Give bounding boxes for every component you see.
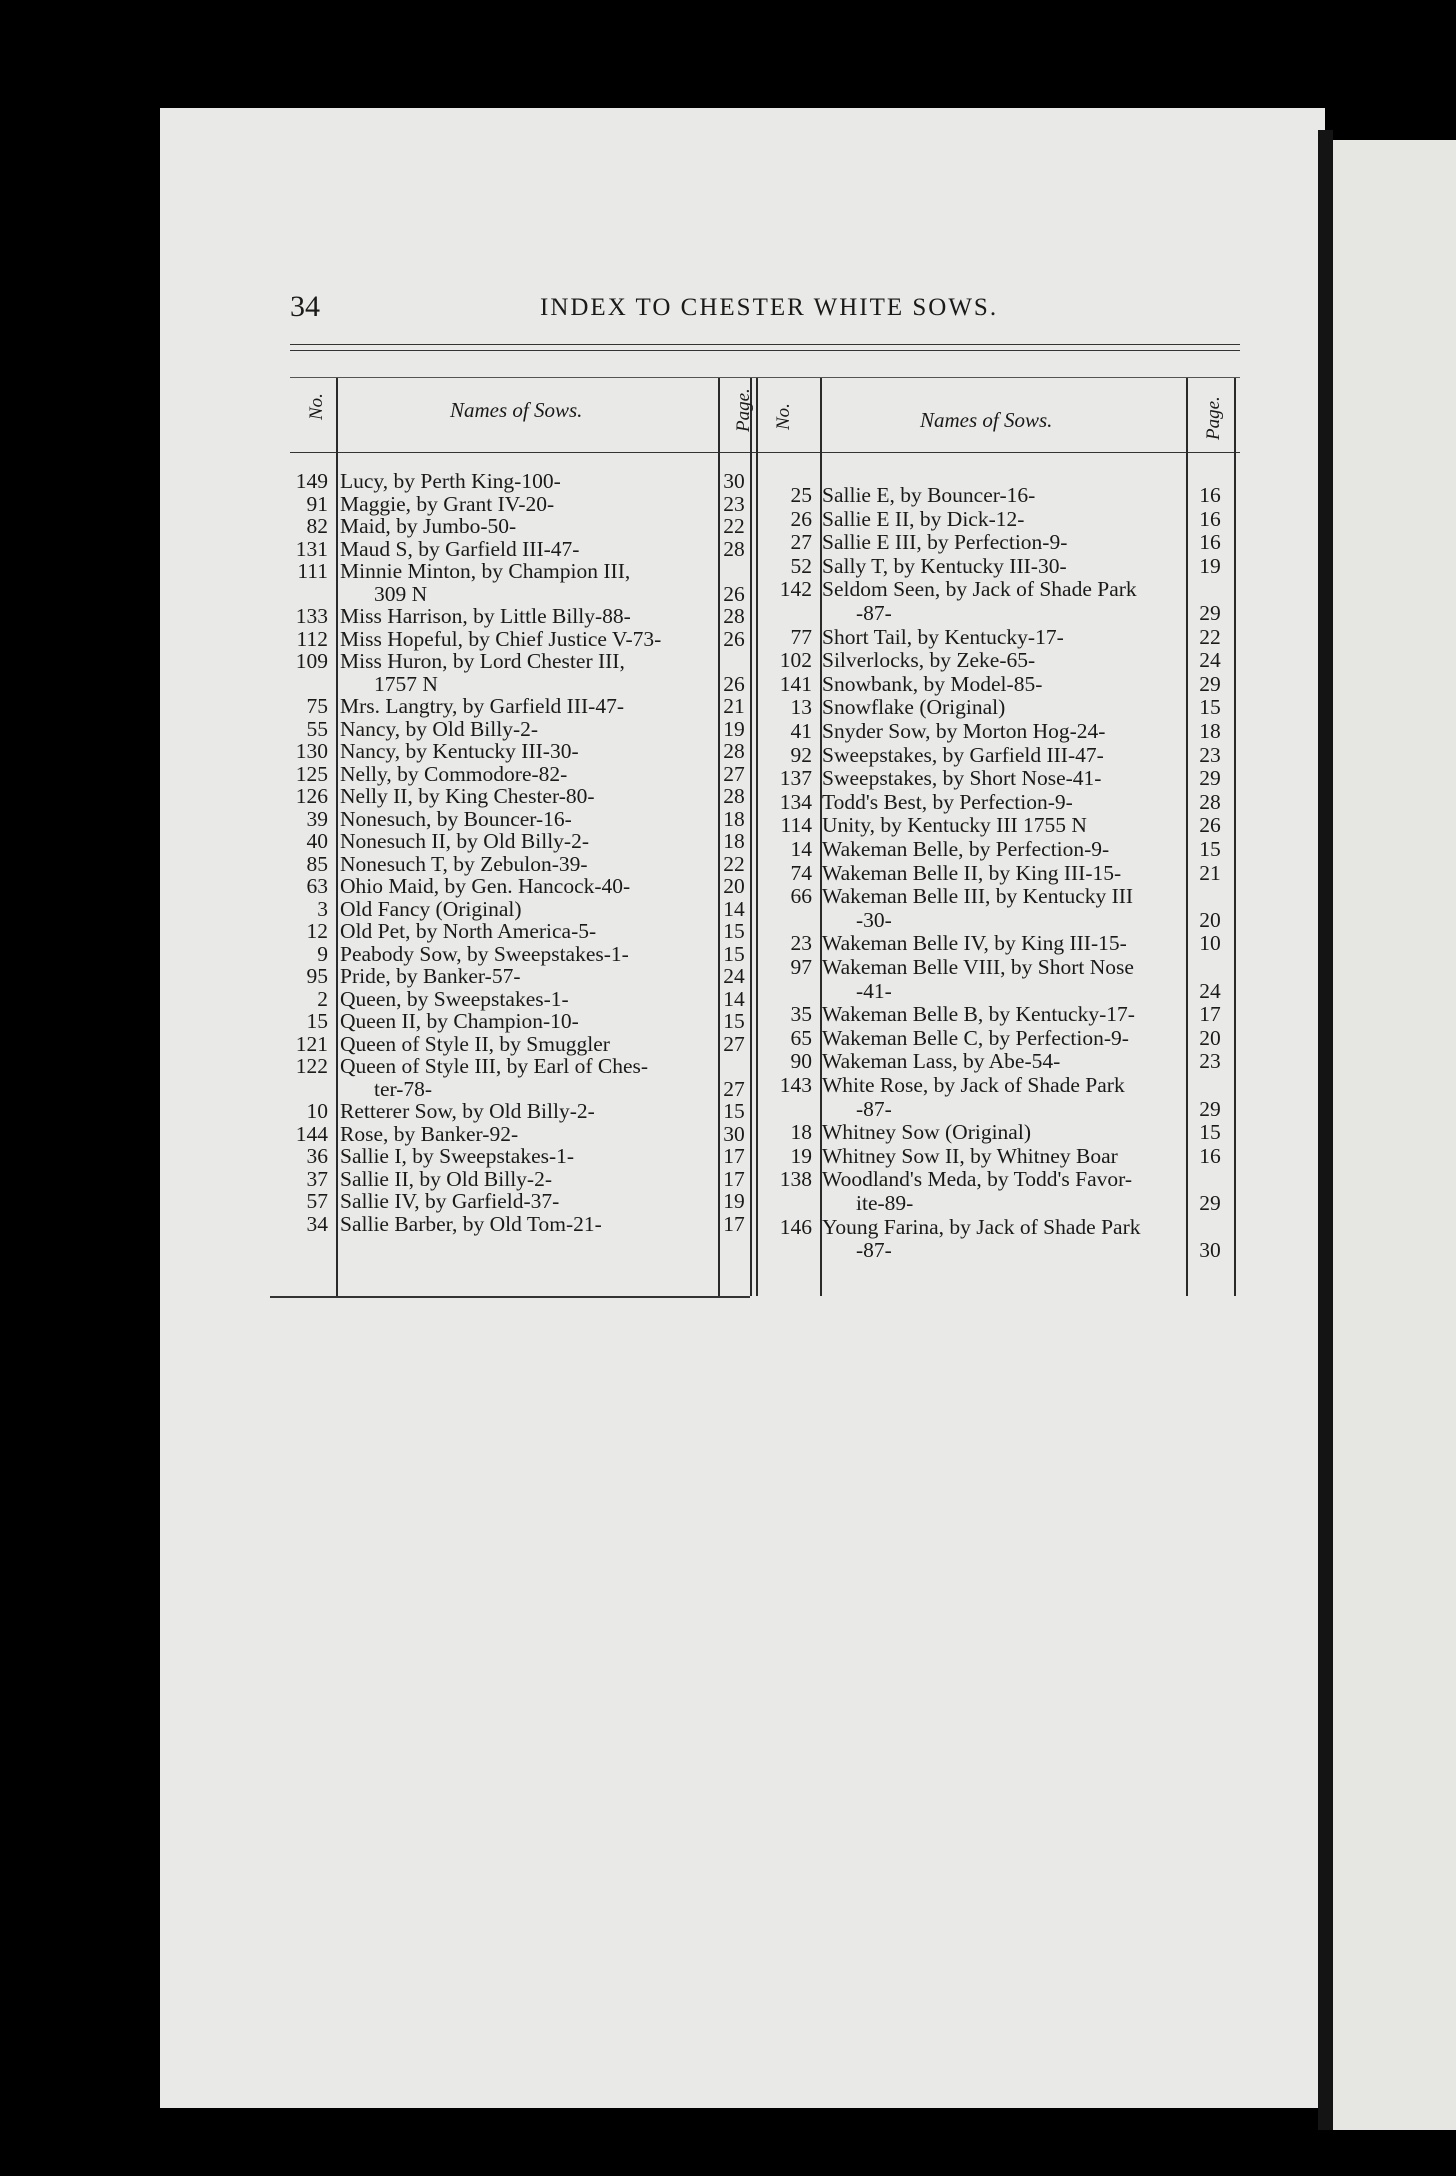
header-rule-bottom	[290, 452, 1240, 453]
entry-name: Silverlocks, by Zeke-65-	[822, 648, 1036, 673]
entry-page: 26	[723, 671, 745, 696]
entry-number: 90	[790, 1049, 812, 1074]
entry-number: 52	[790, 553, 812, 578]
entry-name: Nancy, by Old Billy-2-	[340, 716, 539, 741]
entry-name: Sallie E III, by Perfection-9-	[822, 530, 1068, 555]
entry-number: 144	[295, 1121, 328, 1146]
entry-page: 15	[1199, 1120, 1221, 1145]
entry-number: 122	[295, 1054, 328, 1078]
entry-name: Nonesuch T, by Zebulon-39-	[340, 851, 588, 876]
entry-number: 26	[790, 506, 812, 531]
entry-name: Sallie II, by Old Billy-2-	[340, 1166, 552, 1191]
entry-number: 10	[306, 1099, 328, 1123]
entry-number: 134	[779, 789, 812, 814]
entry-number: 102	[779, 648, 812, 673]
entry-name: Maid, by Jumbo-50-	[340, 514, 517, 538]
entry-page: 23	[723, 491, 745, 516]
entry-page: 28	[723, 536, 745, 561]
header-names-right: Names of Sows.	[920, 408, 1053, 432]
entry-number: 125	[295, 761, 328, 786]
entry-name: Sallie I, by Sweepstakes-1-	[340, 1144, 575, 1168]
entry-number: 65	[790, 1025, 812, 1050]
entry-name: Queen II, by Champion-10-	[340, 1009, 579, 1033]
entry-page: 15	[1199, 695, 1221, 720]
entry-number: 36	[306, 1144, 328, 1168]
entry-page: 27	[723, 1031, 745, 1056]
entry-number: 142	[779, 577, 812, 602]
entry-name: Young Farina, by Jack of Shade Park	[822, 1214, 1141, 1239]
entry-page: 18	[723, 806, 745, 831]
entry-name: Wakeman Belle C, by Perfection-9-	[822, 1025, 1129, 1050]
entry-name: Lucy, by Perth King-100-	[340, 469, 561, 493]
header-names-left: Names of Sows.	[450, 398, 583, 422]
header-rule-top	[290, 344, 1240, 345]
entry-page: 26	[723, 581, 745, 606]
entry-number: 35	[790, 1002, 812, 1027]
entry-name: Miss Harrison, by Little Billy-88-	[340, 604, 631, 628]
entry-name: Old Fancy (Original)	[340, 896, 522, 921]
entry-number: 14	[790, 837, 812, 861]
entry-name-continued: ter-78-	[374, 1076, 433, 1101]
entry-number: 97	[790, 955, 812, 979]
column-divider-right-page-end	[1234, 378, 1236, 1296]
entry-page: 18	[1199, 719, 1221, 743]
entry-number: 130	[295, 739, 328, 763]
entry-page: 19	[723, 716, 745, 741]
entry-number: 57	[306, 1189, 328, 1213]
entry-page: 28	[723, 739, 745, 763]
entry-name: Miss Hopeful, by Chief Justice V-73-	[340, 626, 662, 651]
entry-number: 126	[295, 784, 328, 808]
column-divider-center	[756, 378, 758, 1296]
entry-name: Ohio Maid, by Gen. Hancock-40-	[340, 874, 631, 898]
header-page-left: Page.	[733, 388, 754, 432]
entry-name: Maud S, by Garfield III-47-	[340, 536, 580, 561]
entry-number: 85	[306, 851, 328, 876]
entry-page: 26	[723, 626, 745, 651]
entry-number: 131	[295, 536, 328, 561]
entry-page: 28	[723, 784, 745, 808]
entry-name: Wakeman Belle B, by Kentucky-17-	[822, 1002, 1135, 1027]
entry-number: 112	[296, 626, 328, 651]
entry-number: 23	[790, 931, 812, 956]
header-page-right: Page.	[1203, 396, 1224, 440]
entry-page: 16	[1199, 483, 1221, 507]
entry-name: Sweepstakes, by Garfield III-47-	[822, 742, 1104, 767]
entry-name-continued: -87-	[856, 1238, 892, 1263]
page-title: INDEX TO CHESTER WHITE SOWS.	[540, 294, 999, 321]
entry-page: 16	[1199, 506, 1221, 531]
entry-name: Short Tail, by Kentucky-17-	[822, 624, 1064, 649]
entry-name-continued: 309 N	[374, 581, 428, 606]
page-number: 34	[290, 290, 320, 323]
entry-page: 21	[723, 694, 745, 718]
entry-page: 14	[723, 896, 745, 921]
entry-name: Queen of Style III, by Earl of Ches-	[340, 1054, 649, 1078]
entry-name: Pride, by Banker-57-	[340, 964, 521, 988]
entry-name: Wakeman Belle, by Perfection-9-	[822, 837, 1110, 861]
entry-number: 9	[317, 941, 328, 966]
page-gutter	[1318, 130, 1333, 2130]
entry-name-continued: 1757 N	[374, 671, 438, 696]
entry-number: 18	[790, 1120, 812, 1145]
entry-page: 28	[1199, 789, 1221, 814]
entry-name: Wakeman Lass, by Abe-54-	[822, 1049, 1061, 1074]
entry-page: 22	[723, 514, 745, 538]
table-bottom-rule	[270, 1296, 750, 1298]
entry-name-continued: -87-	[856, 1096, 892, 1121]
entry-page: 15	[723, 1099, 745, 1123]
entry-name: Whitney Sow (Original)	[822, 1120, 1031, 1145]
entry-page: 20	[1199, 1025, 1221, 1050]
entry-name: Mrs. Langtry, by Garfield III-47-	[340, 694, 624, 718]
entry-number: 146	[779, 1214, 812, 1239]
entry-page: 19	[1199, 553, 1221, 578]
header-rule-top-2	[290, 350, 1240, 351]
header-no-right: No.	[773, 403, 794, 430]
page-header	[290, 290, 1170, 334]
entry-name: Seldom Seen, by Jack of Shade Park	[822, 577, 1137, 602]
entry-number: 91	[306, 491, 328, 516]
entry-name: Snowbank, by Model-85-	[822, 671, 1043, 696]
entry-page: 29	[1199, 766, 1221, 791]
entry-number: 137	[779, 766, 812, 791]
entry-name: Snowflake (Original)	[822, 695, 1006, 720]
entry-number: 121	[295, 1031, 328, 1056]
entry-page: 21	[1199, 860, 1221, 885]
entry-number: 39	[306, 806, 328, 831]
entry-name-continued: ite-89-	[856, 1191, 914, 1215]
entry-name: Whitney Sow II, by Whitney Boar	[822, 1143, 1118, 1168]
entry-page: 22	[1199, 624, 1221, 649]
entry-name: Queen of Style II, by Smuggler	[340, 1031, 610, 1056]
entry-name: Wakeman Belle IV, by King III-15-	[822, 931, 1127, 956]
entry-page: 22	[723, 851, 745, 876]
entry-name: Maggie, by Grant IV-20-	[340, 491, 555, 516]
column-divider-left-no	[336, 378, 338, 1296]
entry-page: 26	[1199, 813, 1221, 838]
entry-page: 30	[723, 469, 745, 493]
entry-number: 149	[295, 469, 328, 493]
entry-name: Nancy, by Kentucky III-30-	[340, 739, 579, 763]
entry-name: Sallie E, by Bouncer-16-	[822, 483, 1036, 507]
entry-name: Todd's Best, by Perfection-9-	[822, 789, 1073, 814]
entry-page: 19	[723, 1189, 745, 1213]
entry-name: Snyder Sow, by Morton Hog-24-	[822, 719, 1106, 743]
entry-name: Minnie Minton, by Champion III,	[340, 559, 631, 583]
entry-page: 14	[723, 986, 745, 1011]
entry-page: 30	[723, 1121, 745, 1146]
entry-page: 24	[1199, 648, 1221, 673]
entry-number: 2	[317, 986, 328, 1011]
entry-number: 63	[306, 874, 328, 898]
entry-name: Retterer Sow, by Old Billy-2-	[340, 1099, 595, 1123]
entry-name: Rose, by Banker-92-	[340, 1121, 519, 1146]
entry-page: 16	[1199, 530, 1221, 555]
entry-name: White Rose, by Jack of Shade Park	[822, 1073, 1125, 1097]
entry-page: 30	[1199, 1238, 1221, 1263]
entry-name: Sallie IV, by Garfield-37-	[340, 1189, 560, 1213]
entry-number: 41	[790, 719, 812, 743]
entry-page: 20	[1199, 907, 1221, 932]
entry-number: 25	[790, 483, 812, 507]
entry-number: 13	[790, 695, 812, 720]
entry-number: 77	[790, 624, 812, 649]
entry-page: 15	[723, 1009, 745, 1033]
entry-page: 15	[723, 941, 745, 966]
entry-name: Old Pet, by North America-5-	[340, 919, 597, 943]
entry-page: 27	[723, 761, 745, 786]
entry-number: 37	[306, 1166, 328, 1191]
entry-number: 109	[295, 649, 328, 673]
entry-page: 17	[1199, 1002, 1221, 1027]
entry-page: 23	[1199, 1049, 1221, 1074]
entry-page: 17	[723, 1166, 745, 1191]
entry-page: 24	[1199, 978, 1221, 1003]
entry-page: 10	[1199, 931, 1221, 956]
entry-page: 17	[723, 1144, 745, 1168]
entry-name: Nelly II, by King Chester-80-	[340, 784, 595, 808]
facing-page-edge	[1333, 140, 1456, 2130]
entry-name: Nonesuch II, by Old Billy-2-	[340, 829, 590, 853]
entry-number: 12	[306, 919, 328, 943]
entry-name-continued: -30-	[856, 907, 892, 932]
entry-name: Wakeman Belle II, by King III-15-	[822, 860, 1122, 885]
entry-number: 143	[779, 1073, 812, 1097]
entry-name-continued: -41-	[856, 978, 892, 1003]
entry-number: 15	[306, 1009, 328, 1033]
entry-name: Sally T, by Kentucky III-30-	[822, 553, 1067, 578]
header-no-left: No.	[306, 393, 327, 420]
entry-number: 3	[317, 896, 328, 921]
entry-number: 55	[306, 716, 328, 741]
entry-page: 15	[723, 919, 745, 943]
entry-number: 114	[780, 813, 812, 838]
entry-number: 138	[779, 1167, 812, 1192]
entry-number: 111	[297, 559, 328, 583]
entry-name: Sweepstakes, by Short Nose-41-	[822, 766, 1102, 791]
entry-page: 29	[1199, 1096, 1221, 1121]
entry-page: 28	[723, 604, 745, 628]
entry-page: 16	[1199, 1143, 1221, 1168]
entry-name: Wakeman Belle III, by Kentucky III	[822, 884, 1134, 909]
entry-name: Woodland's Meda, by Todd's Favor-	[822, 1167, 1133, 1192]
entry-name: Sallie Barber, by Old Tom-21-	[340, 1211, 602, 1236]
entry-page: 24	[723, 964, 745, 988]
entry-page: 27	[723, 1076, 745, 1101]
entry-page: 29	[1199, 671, 1221, 696]
entry-number: 133	[295, 604, 328, 628]
entry-page: 29	[1199, 601, 1221, 625]
entry-name: Peabody Sow, by Sweepstakes-1-	[340, 941, 629, 966]
entry-page: 23	[1199, 742, 1221, 767]
entry-name: Miss Huron, by Lord Chester III,	[340, 649, 625, 673]
entry-name: Nelly, by Commodore-82-	[340, 761, 568, 786]
entry-page: 15	[1199, 837, 1221, 861]
entry-number: 27	[790, 530, 812, 555]
entry-number: 95	[306, 964, 328, 988]
entry-name: Unity, by Kentucky III 1755 N	[822, 813, 1087, 838]
header-rule-top-3	[290, 377, 1240, 378]
entry-page: 18	[723, 829, 745, 853]
entry-number: 92	[790, 742, 812, 767]
entry-page: 17	[723, 1211, 745, 1236]
entry-number: 74	[790, 860, 812, 885]
entry-number: 75	[306, 694, 328, 718]
entry-number: 34	[306, 1211, 328, 1236]
entry-name: Wakeman Belle VIII, by Short Nose	[822, 955, 1134, 979]
entry-number: 141	[779, 671, 812, 696]
entry-number: 40	[306, 829, 328, 853]
entry-page: 20	[723, 874, 745, 898]
entry-number: 19	[790, 1143, 812, 1168]
entry-name: Sallie E II, by Dick-12-	[822, 506, 1025, 531]
entry-number: 82	[306, 514, 328, 538]
entry-name: Nonesuch, by Bouncer-16-	[340, 806, 572, 831]
entry-page: 29	[1199, 1191, 1221, 1215]
column-divider-right-page	[1186, 378, 1188, 1296]
entry-number: 66	[790, 884, 812, 909]
entry-name-continued: -87-	[856, 601, 892, 625]
entry-name: Queen, by Sweepstakes-1-	[340, 986, 569, 1011]
